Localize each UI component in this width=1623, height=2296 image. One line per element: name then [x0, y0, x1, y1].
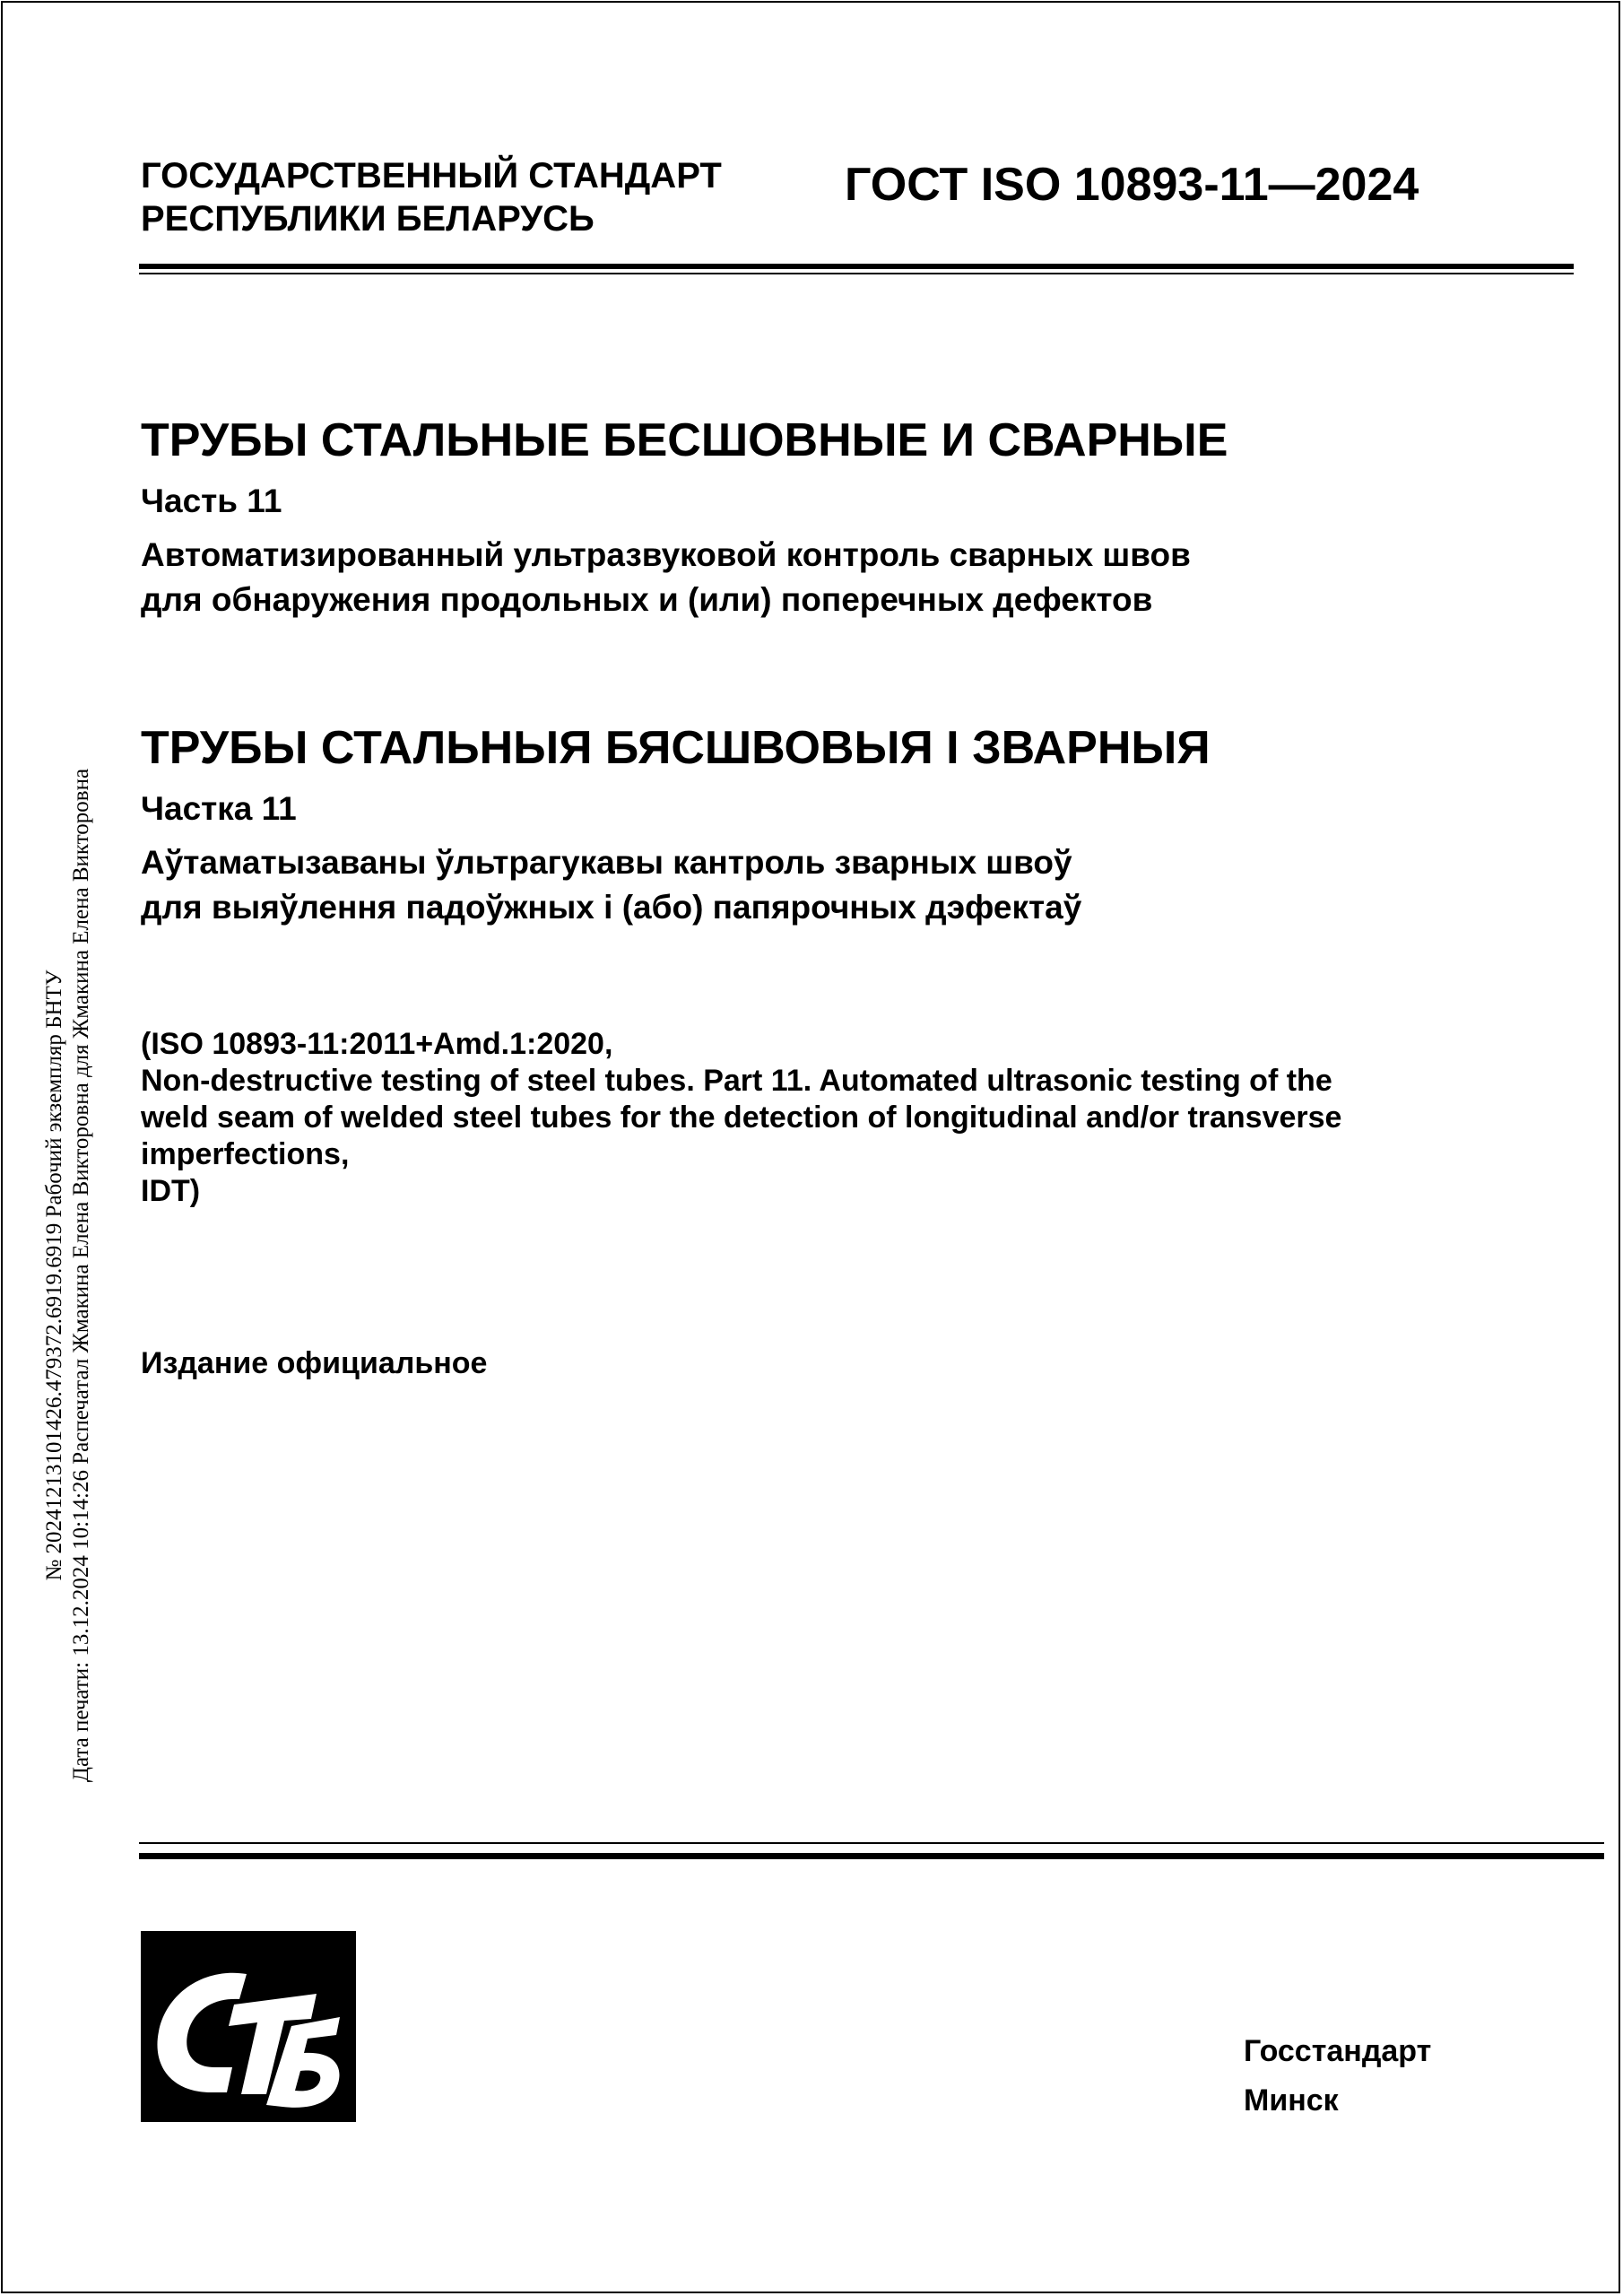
belarusian-subtitle	[141, 840, 1211, 930]
standard-designation: ГОСТ ISO 10893-11—2024	[845, 159, 1419, 211]
org-line-1: ГОСУДАРСТВЕННЫЙ СТАНДАРТ	[141, 156, 722, 196]
russian-title: ТРУБЫ СТАЛЬНЫЕ БЕСШОВНЫЕ И СВАРНЫЕ	[141, 414, 1228, 466]
russian-part: Часть 11	[141, 483, 282, 519]
belarusian-title-block	[141, 720, 1211, 930]
print-stamp-line-1: № 20241213101426.479372.6919.6919 Рабочий экземпляр БНТУ	[42, 970, 66, 1581]
publisher-name: Госстандарт	[1244, 2034, 1432, 2068]
russian-subtitle-line-2: для обнаружения продольных и (или) поперечных дефектов	[141, 581, 1153, 618]
belarusian-subtitle-line-2: для выяўлення падоўжных і (або) папярочных дэфектаў	[141, 889, 1082, 926]
footer-rule-thin	[139, 1842, 1604, 1844]
edition-label: Издание официальное	[141, 1346, 488, 1380]
iso-reference-line-1: (ISO 10893-11:2011+Amd.1:2020,	[141, 1027, 613, 1061]
iso-reference	[141, 1026, 1341, 1210]
footer-rule-thick	[139, 1853, 1604, 1859]
publisher-block	[1244, 2027, 1431, 2126]
print-stamp-line-2: Дата печати: 13.12.2024 10:14:26 Распечатал Жмакина Елена Викторовна для Жмакина Елена Викторовна	[69, 768, 93, 1783]
belarusian-part: Частка 11	[141, 790, 297, 827]
logo-mark-icon	[141, 1931, 356, 2122]
iso-reference-line-3: weld seam of welded steel tubes for the detection of longitudinal and/or transverse	[141, 1100, 1342, 1135]
header-rule-thin	[139, 273, 1574, 274]
russian-subtitle-line-1: Автоматизированный ультразвуковой контроль сварных швов	[141, 536, 1191, 573]
iso-reference-line-2: Non-destructive testing of steel tubes. Part 11. Automated ultrasonic testing of the	[141, 1064, 1332, 1098]
belarusian-title: ТРУБЫ СТАЛЬНЫЯ БЯСШВОВЫЯ І ЗВАРНЫЯ	[141, 722, 1211, 774]
org-line-2: РЕСПУБЛИКИ БЕЛАРУСЬ	[141, 199, 595, 239]
belarusian-subtitle-line-1: Аўтаматызаваны ўльтрагукавы кантроль зварных швоў	[141, 844, 1072, 881]
standard-organization	[141, 154, 722, 240]
publisher-city: Минск	[1244, 2083, 1339, 2118]
russian-subtitle	[141, 533, 1228, 622]
iso-reference-line-4: imperfections,	[141, 1137, 350, 1171]
russian-title-block	[141, 413, 1228, 622]
print-stamp	[41, 648, 113, 1903]
iso-reference-line-5: IDT)	[141, 1174, 201, 1208]
gosstandart-logo	[141, 1931, 356, 2122]
header-rule-thick	[139, 264, 1574, 269]
